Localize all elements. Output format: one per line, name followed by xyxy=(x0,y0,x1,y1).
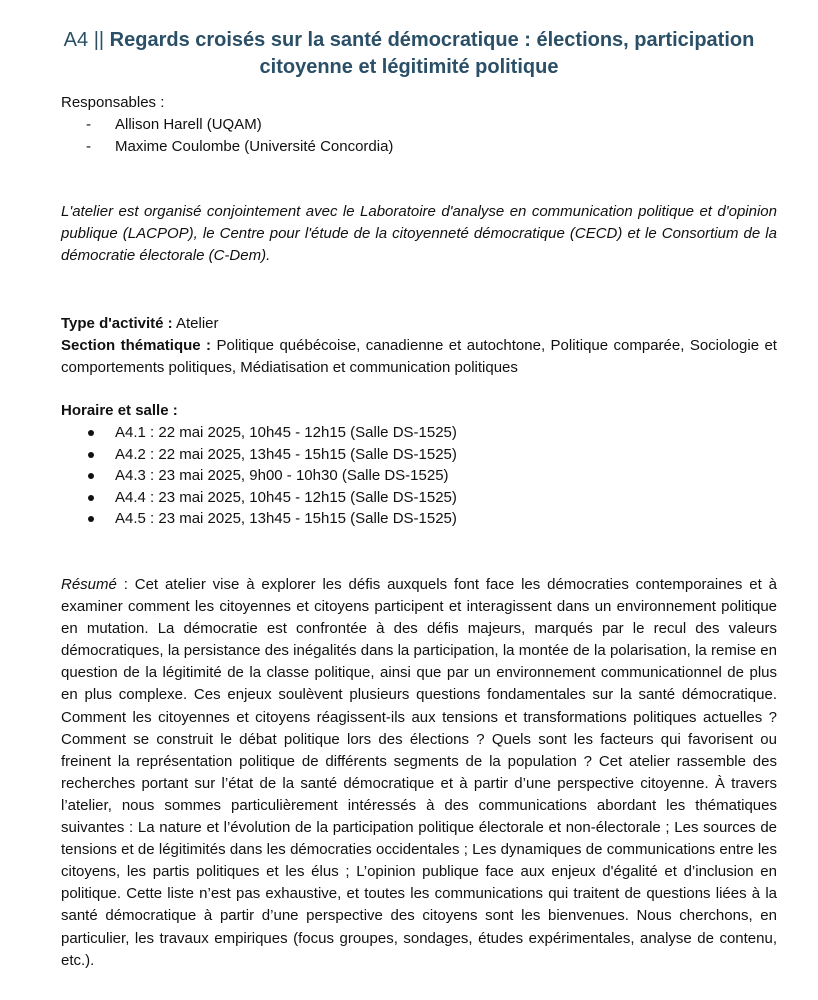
activity-label: Type d'activité : xyxy=(61,315,173,332)
horaire-list xyxy=(86,422,457,530)
section-value: Politique québécoise, canadienne et autochtone, Politique comparée, Sociologie et comportements politiques, Médiatisation et communication politiques xyxy=(61,337,777,376)
session-text: A4.4 : 23 mai 2025, 10h45 - 12h15 (Salle DS-1525) xyxy=(115,488,457,506)
activity-type xyxy=(61,313,777,335)
session-text: A4.2 : 22 mai 2025, 13h45 - 15h15 (Salle DS-1525) xyxy=(115,445,457,463)
session-text: A4.1 : 22 mai 2025, 10h45 - 12h15 (Salle DS-1525) xyxy=(115,424,457,441)
responsable-name: Allison Harell (UQAM) xyxy=(115,116,262,133)
dash-marker: - xyxy=(86,138,91,155)
bullet-icon xyxy=(88,452,94,458)
bullet-icon xyxy=(88,430,94,436)
list-item xyxy=(86,487,457,509)
workshop-code: A4 || xyxy=(63,29,105,52)
resume-text: : Cet atelier vise à explorer les défis auxquels font face les démocraties contemporaines et à examiner comment les citoyennes et citoyens participent et interagissent dans un environnement politique en mutation. La démocratie est confrontée à des défis majeurs, marqués par le recul des valeurs démocratiques, la persistance des inégalités dans la participation, la montée de la polarisation, la remise en question de la légitimité de la classe politique, ainsi que par un environnement communicationnel de plus en plus complexe. Ces enjeux soulèvent plusieurs questions fondamentales sur la santé démocratique. Comment les citoyennes et citoyens réagissent-ils aux tensions et transformations politiques actuelles ? Comment se construit le débat politique lors des élections ? Quels sont les facteurs qui favorisent ou freinent la représentation politique de différents segments de la population ? Cet atelier rassemble des recherches portant sur l’état de la santé démocratique et à partir d’une perspective citoyenne. À travers l’atelier, nous sommes particulièrement intéressés à des communications abordant les thématiques suivantes : La nature et l’évolution de la participation politique électorale et non-électorale ; Les sources de tensions et de légitimités dans les démocraties occidentales ; Les dynamiques de communications entre les citoyens, les partis politiques et les élus ; L’opinion publique face aux enjeux d'égalité et d’inclusion en politique. Cette liste n’est pas exhaustive, et toutes les communications qui traitent de questions liées à la santé démocratique à partir d’une perspective des citoyens sont les bienvenues. Nous cherchons, en particulier, les travaux empiriques (focus groupes, sondages, études expérimentales, analyse de contenu, etc.). xyxy=(61,576,777,969)
session-text: A4.3 : 23 mai 2025, 9h00 - 10h30 (Salle DS-1525) xyxy=(115,467,449,484)
list-item xyxy=(86,508,457,530)
section-label: Section thématique : xyxy=(61,337,212,354)
workshop-title: Regards croisés sur la santé démocratique : élections, participation citoyenne et légitimité politique xyxy=(109,29,755,79)
list-item xyxy=(86,114,393,136)
organization-note: L'atelier est organisé conjointement avec le Laboratoire d'analyse en communication politique et d'opinion publique (LACPOP), le Centre pour l'étude de la citoyenneté démocratique (CECD) et le Consortium de la démocratie électorale (C-Dem). xyxy=(61,203,777,264)
list-item xyxy=(86,136,393,158)
responsable-name: Maxime Coulombe (Université Concordia) xyxy=(115,138,394,155)
responsables-label: Responsables : xyxy=(61,94,165,111)
bullet-icon xyxy=(88,516,94,522)
page-title xyxy=(60,27,758,81)
horaire-label: Horaire et salle : xyxy=(61,402,178,419)
responsables-list xyxy=(86,114,393,158)
activity-value: Atelier xyxy=(172,315,219,332)
resume-paragraph xyxy=(61,574,777,972)
bullet-icon xyxy=(88,473,94,479)
list-item xyxy=(86,444,457,466)
list-item xyxy=(86,465,457,487)
dash-marker: - xyxy=(86,116,91,133)
resume-label: Résumé xyxy=(61,576,117,593)
thematic-section xyxy=(61,335,777,379)
session-text: A4.5 : 23 mai 2025, 13h45 - 15h15 (Salle DS-1525) xyxy=(115,510,457,527)
bullet-icon xyxy=(88,495,94,501)
list-item xyxy=(86,422,457,444)
